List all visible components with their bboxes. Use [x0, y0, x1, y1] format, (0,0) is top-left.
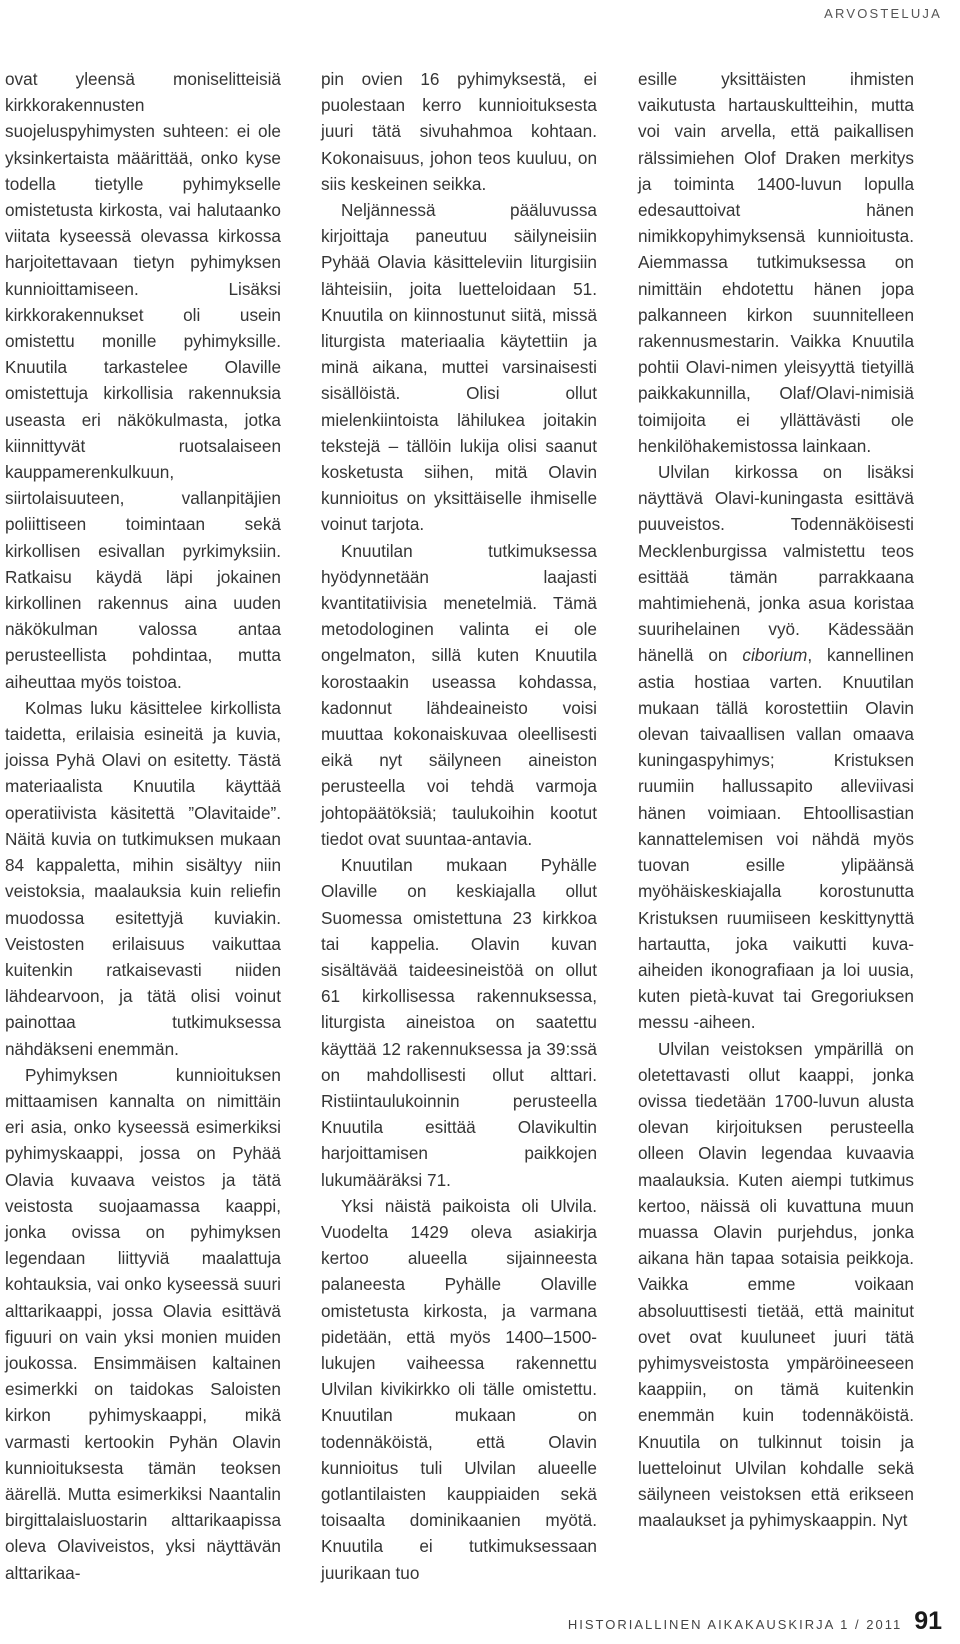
journal-title: HISTORIALLINEN AIKAKAUSKIRJA 1 / 2011 [567, 1617, 903, 1632]
page-footer [568, 1607, 942, 1636]
paragraph: ovat yleensä moniselitteisiä kirkkorakennusten suojeluspyhimysten suhteen: ei ole yksinkertaista määrittää, onko kyse todella tietylle pyhimykselle omistetusta kirkosta, vai halutaanko viitata kyseessä olevassa kirkossa harjoitettavaan tietyn pyhimyksen kunnioittamiseen. Lisäksi kirkkorakennukset oli usein omistettu monille pyhimyksille. Knuutila tarkastelee Olaville omistettuja kirkollisia rakennuksia useasta eri näkökulmasta, jotka kiinnittyvät ruotsalaiseen kauppamerenkulkuun, siirtolaisuuteen, vallanpitäjien poliittiseen toimintaan sekä kirkollisen esivallan pyrkimyksiin. Ratkaisu käydä läpi jokainen kirkollinen rakennus aina uuden näkökulman valossa antaa perusteellista pohdintaa, mutta aiheuttaa myös toistoa. [5, 69, 281, 692]
paragraph: Knuutilan mukaan Pyhälle Olaville on keskiajalla ollut Suomessa omistettuna 23 kirkkoa tai kappelia. Olavin kuvan sisältävää taideesineistöä on ollut 61 kirkollisessa rakennuksessa, liturgista aineistoa on saatettu käyttää 12 rakennuksessa ja 39:ssä on mahdollisesti ollut alttari. Ristiintaulukoinnin perusteella Knuutila esittää Olavikultin harjoittamisen paikkojen lukumääräksi 71. [321, 855, 597, 1190]
paragraph: Ulvilan kirkossa on lisäksi näyttävä Olavi-kuningasta esittävä puuveistos. Todennäköisesti Mecklenburgissa valmistettu teos esittää tämän parrakkaana mahtimiehenä, jonka asua koristaa suurihelainen vyö. Kädessään hänellä on ciborium, kannellinen astia hostiaa varten. Knuutilan mukaan tällä korostettiin Olavin olevan taivaallisen vallan omaava kuningaspyhimys; Kristuksen ruumiin hallussapito alleviivasi hänen voimiaan. Ehtoollisastian kannattelemisen voi nähdä myös tuovan esille ylipäänsä myöhäiskeskiajalla korostunutta Kristuksen ruumiiseen keskittynyttä hartautta, joka vaikutti kuva-aiheiden ikonografiaan ja loi uusia, kuten pietà-kuvat tai Gregoriuksen messu -aiheen. [638, 462, 914, 1033]
paragraph: Kolmas luku käsittelee kirkollista taidetta, erilaisia esineitä ja kuvia, joissa Pyhä Olavi on esitetty. Tästä materiaalista Knuutila käyttää operatiivista käsitettä ”Olavitaide”. Näitä kuvia on tutkimuksen mukaan 84 kappaletta, mihin sisältyy niin veistoksia, maalauksia kuin reliefin muodossa esitettyjä kuviakin. Veistosten erilaisuus vaikuttaa kuitenkin ratkaisevasti niiden lähdearvoon, ja tätä olisi voinut painottaa tutkimuksessa nähdäkseni enemmän. [5, 697, 281, 1059]
paragraph: Ulvilan veistoksen ympärillä on oletettavasti ollut kaappi, jonka ovissa tiedetään 1700-luvun alusta olevan kirjoituksen perusteella olleen Olavin legendaa kuvaavia maalauksia. Kuten aiempi tutkimus kertoo, näissä oli kuvattuna muun muassa Olavin purjehdus, jonka aikana hän tapaa sotaisia peikkoja. Vaikka emme voikaan absoluuttisesti tietää, että mainitut ovet ovat kuuluneet juuri tätä pyhimysveistosta ympäröineeseen kaappiin, on tämä kuitenkin enemmän kuin todennäköistä. Knuutila on tulkinnut toisin ja luetteloinut Ulvilan kohdalle sekä säilyneen veistoksen että erikseen maalaukset ja pyhimyskaappin. Nyt [638, 1038, 914, 1531]
paragraph: Neljännessä pääluvussa kirjoittaja paneutuu säilyneisiin Pyhää Olavia käsitteleviin liturgisiin lähteisiin, joita luetteloidaan 51. Knuutila on kiinnostunut siitä, missä liturgista materiaalia käytettiin ja minä aikana, muttei varsinaisesti sisällöistä. Olisi ollut mielenkiintoista lähilukea joitakin tekstejä – tällöin lukija olisi saanut kosketusta siihen, mitä Olavin kunnioitus on yksittäiselle ihmiselle voinut tarjota. [321, 200, 597, 535]
text-column-1 [5, 66, 281, 1586]
text-column-2 [321, 66, 597, 1586]
text-column-3 [638, 66, 914, 1533]
paragraph: pin ovien 16 pyhimyksestä, ei puolestaan kerro kunnioituksesta juuri tätä sivuhahmoa kohtaan. Kokonaisuus, johon teos kuuluu, on siis keskeinen seikka. [321, 69, 597, 194]
page-number: 91 [914, 1607, 942, 1635]
paragraph: Yksi näistä paikoista oli Ulvila. Vuodelta 1429 oleva asiakirja kertoo alueella sijainneesta palaneesta Pyhälle Olaville omistetusta kirkosta, ja varmana pidetään, että myös 1400–1500-lukujen vaiheessa rakennettu Ulvilan kivikirkko oli tälle omistettu. Knuutilan mukaan on todennäköistä, että Olavin kunnioitus tuli Ulvilan alueelle gotlantilaisten kauppiaiden sekä toisaalta dominikaanien myötä. Knuutila ei tutkimuksessaan juurikaan tuo [321, 1195, 597, 1583]
paragraph: esille yksittäisten ihmisten vaikutusta hartauskultteihin, mutta voi vain arvella, että paikallisen rälssimiehen Olof Draken merkitys ja toiminta 1400-luvun lopulla edesauttoivat hänen nimikkopyhimyksensä kunnioitusta. Aiemmassa tutkimuksessa on nimittäin ehdotettu hänen jopa palkanneen kirkon suunnitelleen rakennusmestarin. Vaikka Knuutila pohtii Olavi-nimen yleisyyttä tietyillä paikkakunnilla, Olaf/Olavi-nimisiä toimijoita ei yllättävästi ole henkilöhakemistossa lainkaan. [638, 69, 914, 456]
italic-term: ciborium [742, 645, 808, 666]
paragraph: Knuutilan tutkimuksessa hyödynnetään laajasti kvantitatiivisia menetelmiä. Tämä metodologinen valinta ei ole ongelmaton, sillä kuten Knuutila korostaakin useassa kohdassa, kadonnut lähdeaineisto voisi muuttaa kokonaiskuvaa oleellisesti eikä nyt säilyneen aineiston perusteella voi tehdä varmoja johtopäätöksiä; taulukoihin kootut tiedot ovat suuntaa-antavia. [321, 540, 597, 849]
section-header: ARVOSTELUJA [824, 6, 942, 21]
paragraph: Pyhimyksen kunnioituksen mittaamisen kannalta on nimittäin eri asia, onko kyseessä esimerkiksi pyhimyskaappi, jossa on Pyhää Olavia kuvaava veistos ja tätä veistosta suojaamassa kaappi, jonka ovissa on pyhimyksen legendaan liittyviä maalattuja kohtauksia, vai onko kyseessä suuri alttarikaappi, jossa Olavia esittävä figuuri on vain yksi monien muiden joukossa. Ensimmäisen kaltainen esimerkki on taidokas Saloisten kirkon pyhimyskaappi, mikä varmasti kertookin Pyhän Olavin kunnioituksesta tämän teoksen äärellä. Mutta esimerkiksi Naantalin birgittalaisluostarin alttarikaapissa oleva Olaviveistos, yksi näyttävän alttarikaa- [5, 1064, 281, 1583]
